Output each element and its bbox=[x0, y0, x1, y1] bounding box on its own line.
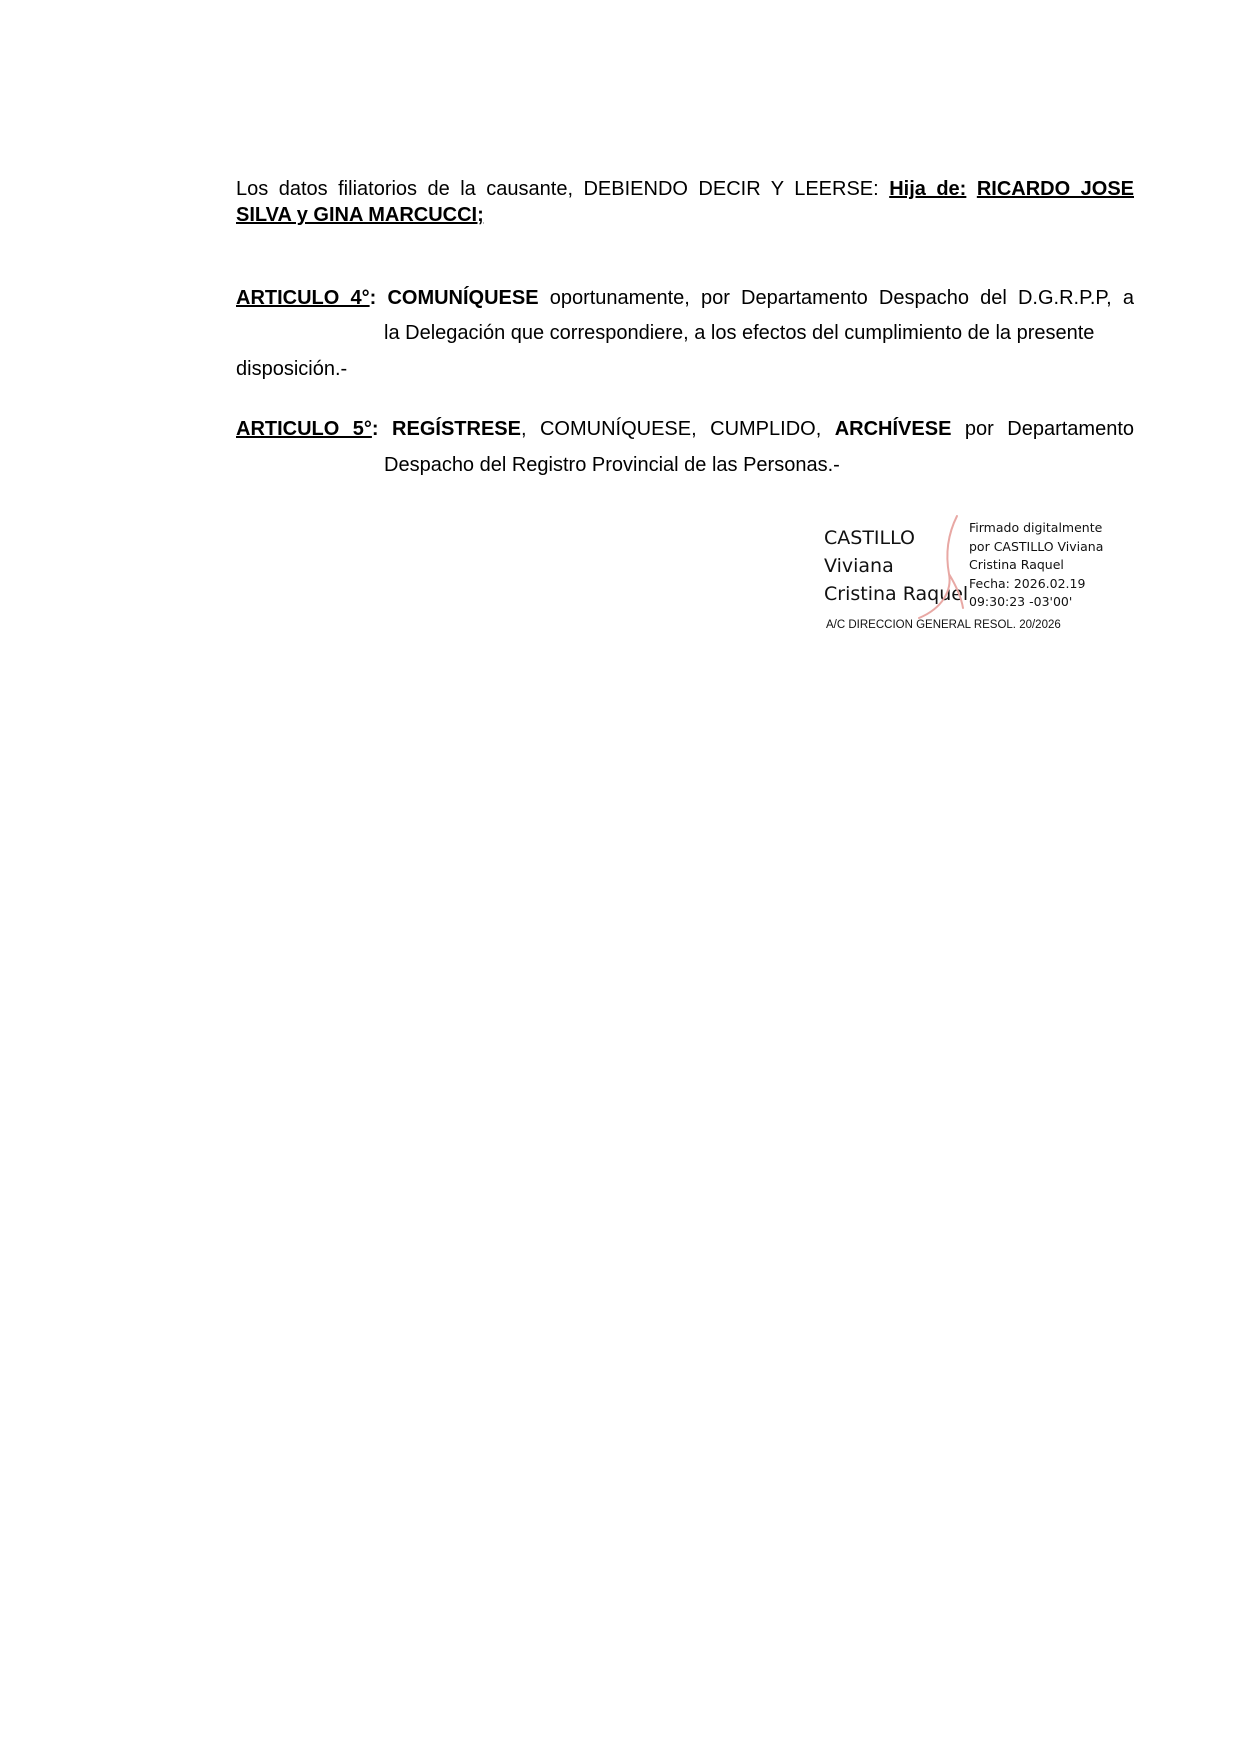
articulo-5-line-1 bbox=[236, 416, 1134, 442]
articulo-5-label: ARTICULO 5° bbox=[236, 418, 372, 440]
signer-position: A/C DIRECCION GENERAL RESOL. 20/2026 bbox=[826, 619, 1061, 631]
articulo-5-middle-text: , COMUNÍQUESE, CUMPLIDO, bbox=[520, 418, 835, 440]
articulo-5-line-2 bbox=[384, 452, 1144, 478]
signature-detail-line-5: 09:30:23 -03'00' bbox=[969, 594, 1073, 609]
articulo-4-line-2-text: la Delegación que correspondiere, a los efectos del cumplimiento de la presente bbox=[384, 322, 1095, 344]
filiation-line-1 bbox=[236, 176, 1134, 202]
hija-label: Hija de: bbox=[889, 178, 967, 200]
digital-signature-mark-icon bbox=[905, 512, 965, 622]
signer-name-line-3: Cristina Raquel bbox=[824, 583, 969, 605]
filiation-line-2 bbox=[236, 202, 1134, 228]
articulo-5-line-1-text: por Departamento bbox=[951, 418, 1134, 440]
signature-details bbox=[969, 519, 1103, 612]
signature-detail-line-3: Cristina Raquel bbox=[969, 557, 1064, 572]
signature-detail-line-2: por CASTILLO Viviana bbox=[969, 538, 1104, 554]
filiation-paragraph bbox=[236, 176, 1134, 228]
parents-names-part2: SILVA y GINA MARCUCCI; bbox=[236, 204, 484, 226]
articulo-4-label: ARTICULO 4° bbox=[236, 287, 370, 309]
articulo-5-colon: : bbox=[371, 418, 379, 440]
signature-detail-line-1: Firmado digitalmente bbox=[969, 520, 1103, 535]
articulo-4-line-3-text: disposición.- bbox=[236, 358, 348, 380]
articulo-4-colon: : bbox=[369, 287, 377, 309]
articulo-5-keyword-2: ARCHÍVESE bbox=[834, 418, 952, 440]
articulo-4-line-1-text: oportunamente, por Departamento Despacho del D.G.R.P.P, a bbox=[538, 287, 1135, 309]
articulo-5-keyword-1: REGÍSTRESE bbox=[392, 418, 521, 440]
articulo-4-line-2 bbox=[384, 320, 1144, 346]
articulo-4-line-1 bbox=[236, 285, 1134, 311]
filiation-prefix: Los datos filiatorios de la causante, DEBIENDO DECIR Y LEERSE: bbox=[236, 178, 890, 200]
signer-name-line-2: Viviana bbox=[824, 555, 894, 577]
parents-names-part1: RICARDO JOSE bbox=[976, 178, 1134, 200]
articulo-4-line-3 bbox=[236, 356, 1134, 382]
signature-detail-line-4: Fecha: 2026.02.19 bbox=[969, 575, 1086, 591]
signature-stroke bbox=[919, 516, 963, 618]
signer-name-line-1: CASTILLO bbox=[824, 527, 915, 549]
articulo-5-line-2-text: Despacho del Registro Provincial de las Personas.- bbox=[384, 454, 840, 476]
articulo-4-keyword: COMUNÍQUESE bbox=[387, 287, 539, 309]
